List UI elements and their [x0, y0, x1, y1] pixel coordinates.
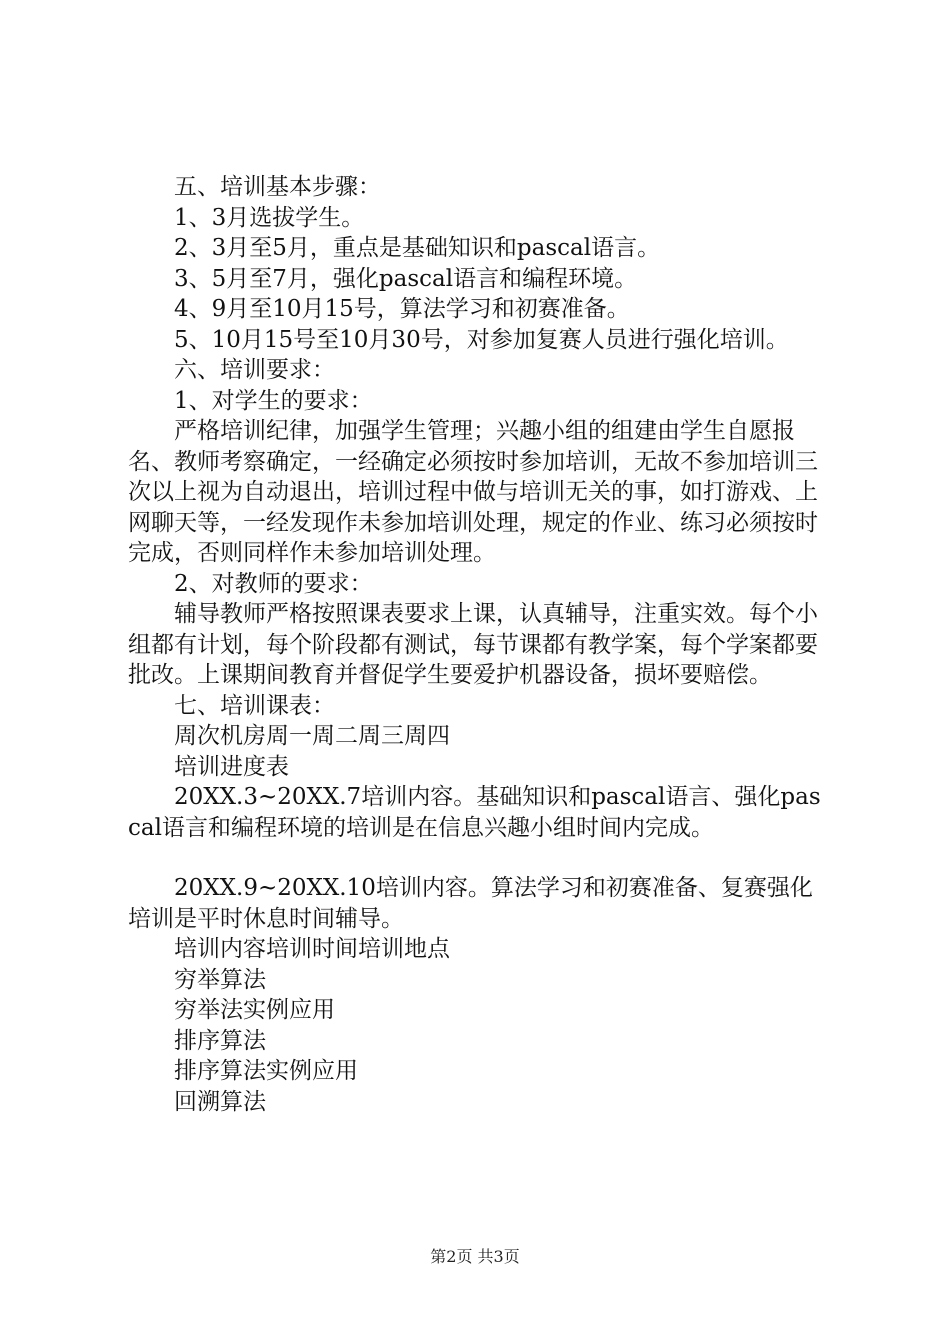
- paragraph-spacer: [128, 843, 833, 873]
- subheading-student-requirements: 1、对学生的要求：: [128, 387, 373, 414]
- schedule-header-row: 周次机房周一周二周三周四: [128, 723, 450, 749]
- subheading-teacher-requirements: 2、对教师的要求：: [128, 570, 373, 597]
- progress-table-title: 培训进度表: [128, 753, 289, 780]
- paragraph-student-requirements: 严格培训纪律，加强学生管理；兴趣小组的组建由学生自愿报名、教师考察确定，一经确定必须按时参加培训，无故不参加培训三次以上视为自动退出，培训过程中做与培训无关的事，如打游戏、上网聊天等，一经发现作未参加培训处理，规定的作业、练习必须按时完成，否则同样作未参加培训处理。: [128, 418, 818, 566]
- section-heading-steps: 五、培训基本步骤：: [128, 174, 381, 200]
- paragraph-progress-term-2: 20XX.9~20XX.10培训内容。算法学习和初赛准备、复赛强化培训是平时休息时间辅导。: [128, 875, 813, 932]
- paragraph-progress-term-1: 20XX.3~20XX.7培训内容。基础知识和pascal语言、强化pascal语言和编程环境的培训是在信息兴趣小组时间内完成。: [128, 784, 821, 841]
- page-footer-number: 第2页 共3页: [430, 1247, 520, 1266]
- document-body: [128, 172, 833, 1117]
- list-item: 排序算法实例应用: [128, 1058, 358, 1084]
- content-table-header-row: 培训内容培训时间培训地点: [128, 936, 450, 962]
- list-item: 穷举算法: [128, 966, 266, 993]
- step-item-3: 3、5月至7月，强化pascal语言和编程环境。: [128, 265, 638, 292]
- list-item: 穷举法实例应用: [128, 997, 335, 1023]
- step-item-1: 1、3月选拔学生。: [128, 204, 365, 231]
- step-item-4: 4、9月至10月15号，算法学习和初赛准备。: [128, 296, 630, 322]
- step-item-2: 2、3月至5月，重点是基础知识和pascal语言。: [128, 235, 661, 261]
- section-heading-schedule: 七、培训课表：: [128, 692, 335, 719]
- list-item: 回溯算法: [128, 1088, 266, 1115]
- list-item: 排序算法: [128, 1027, 266, 1054]
- paragraph-teacher-requirements: 辅导教师严格按照课表要求上课，认真辅导，注重实效。每个小组都有计划，每个阶段都有测试，每节课都有教学案，每个学案都要批改。上课期间教育并督促学生要爱护机器设备，损坏要赔偿。: [128, 601, 818, 688]
- step-item-5: 5、10月15号至10月30号，对参加复赛人员进行强化培训。: [128, 326, 789, 353]
- section-heading-requirements: 六、培训要求：: [128, 357, 335, 383]
